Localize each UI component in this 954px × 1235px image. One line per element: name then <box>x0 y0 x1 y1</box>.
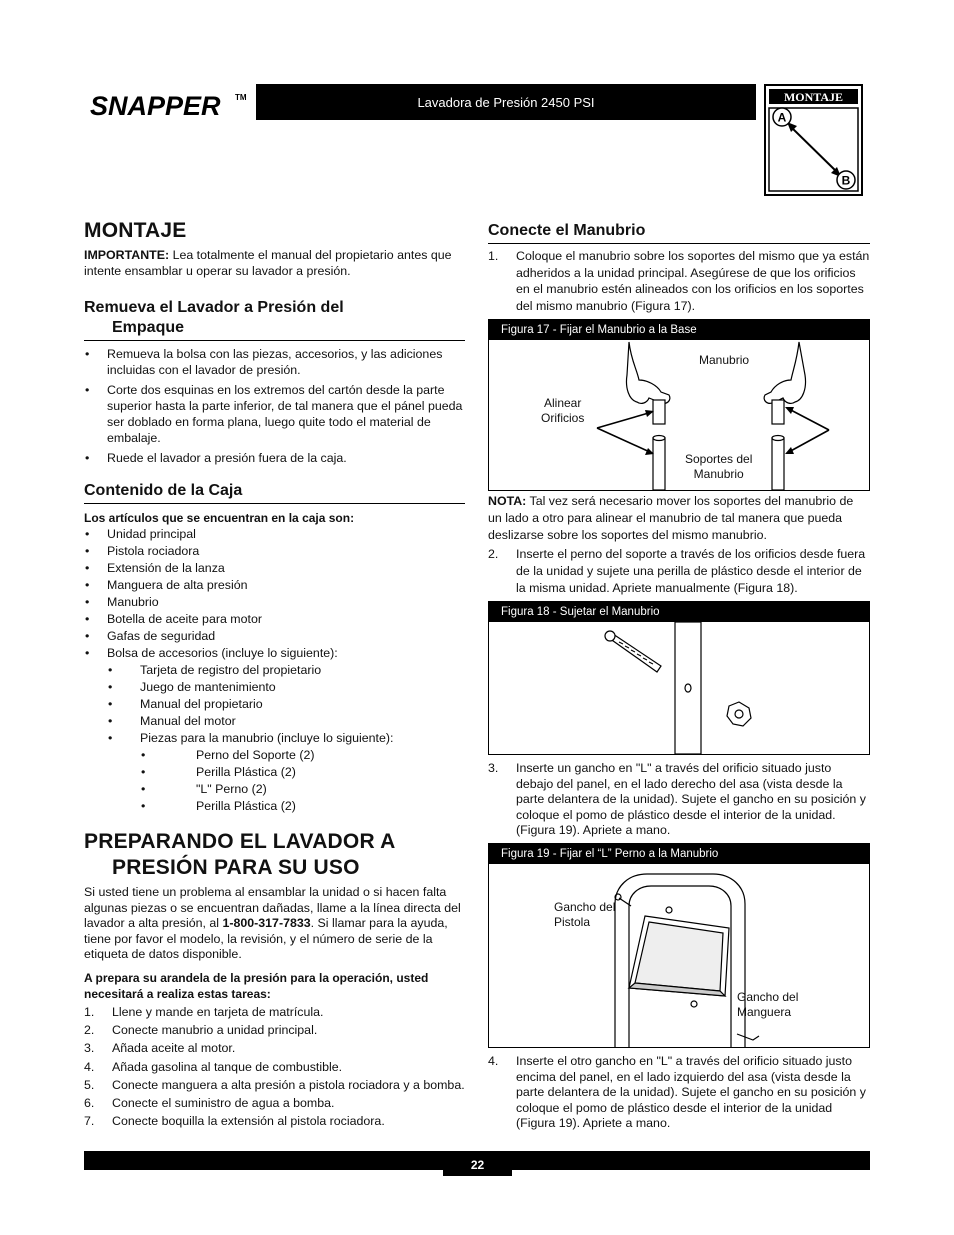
remove-heading-line1: Remueva el Lavador a Presión del <box>84 299 344 316</box>
important-paragraph <box>84 247 465 279</box>
figure-18-illustration <box>489 622 869 754</box>
step-3: 3. Inserte un gancho en "L" a través del orificio situado justo debajo del panel, en el lado derecho del asa (vista desde la parte delantera de la unidad). Sujete el gancho en su posición y coloque el pomo de plástico desde el interior de la unidad. (Figura 19). Apriete a mano. <box>488 761 866 838</box>
list-item: • Ruede el lavador a presión fuera de la caja. <box>84 450 465 466</box>
remove-heading-line2: Empaque <box>112 319 185 336</box>
prep-heading-line1: PREPARANDO EL LAVADOR A <box>84 830 396 853</box>
list-item: • Tarjeta de registro del propietario <box>84 662 465 679</box>
list-item: 2. Conecte manubrio a unidad principal. <box>84 1023 318 1038</box>
logo-text: SNAPPER <box>90 91 221 121</box>
prep-paragraph <box>84 885 465 963</box>
list-item: • Manual del motor <box>84 713 465 730</box>
prep-text-b: . Si llamar para la ayuda, tiene por favor el modelo, la revisión, y el número de serie de la etiqueta de datos disponible. <box>84 916 448 962</box>
badge-point-a: A <box>777 110 787 125</box>
contents-list <box>84 526 465 662</box>
step-4: 4. Inserte el otro gancho en "L" a través del orificio situado justo encima del panel, en el lado izquierdo del asa (vista desde la parte delantera de la unidad). Sujete el gancho en su posición y coloque el pomo de plástico desde el interior de la unidad (Figura 19). Apriete a mano. <box>488 1053 866 1131</box>
snapper-logo <box>88 88 250 122</box>
list-item: 6. Conecte el suministro de agua a bomba. <box>84 1095 335 1110</box>
note-paragraph <box>488 493 870 544</box>
contents-intro: Los artículos que se encuentran en la caja son: <box>84 511 355 525</box>
hardware-items-list <box>84 747 465 815</box>
label-align-holes: Alinear Orificios <box>541 396 585 425</box>
header-title-bar <box>256 84 756 120</box>
badge-title: MONTAJE <box>783 90 844 104</box>
figure-18-caption: Figura 18 - Sujetar el Manubrio <box>489 602 869 622</box>
list-item: • Corte dos esquinas en los extremos del cartón desde la parte superior hasta la parte inferior, de tal manera que el pánel pueda ser doblado en forma plana, luego quite todo el material de embalaje. <box>84 382 465 446</box>
prep-heading <box>84 829 465 881</box>
figure-17 <box>488 319 870 491</box>
list-item: • Manubrio <box>84 594 465 611</box>
figure-18 <box>488 601 870 755</box>
label-gun-hook: Gancho del Pistola <box>554 899 616 929</box>
list-item: • Unidad principal <box>84 526 465 543</box>
label-handle: Manubrio <box>699 353 750 367</box>
montaje-badge <box>764 84 863 196</box>
list-item: • Gafas de seguridad <box>84 628 465 645</box>
list-item: • Bolsa de accesorios (incluye lo siguiente): <box>84 645 465 662</box>
remove-list <box>84 346 465 466</box>
list-item: 7. Conecte boquilla la extensión al pistola rociadora. <box>84 1114 385 1129</box>
right-column <box>488 218 870 1132</box>
label-hose-hook: Gancho del Manguera <box>737 989 799 1019</box>
list-item: • Manguera de alta presión <box>84 577 465 594</box>
remove-heading <box>84 298 465 341</box>
step-1: 1. Coloque el manubrio sobre los soportes del mismo que ya están adheridos a la unidad principal. Asegúrese de que los orificios en el manubrio estén alineados con los orificios en los soportes del mismo manubrio (Figura 17). <box>488 249 870 313</box>
connect-handle-heading: Conecte el Manubrio <box>488 221 870 244</box>
list-item: • Perilla Plástica (2) <box>84 798 465 815</box>
prep-text-a: Si usted tiene un problema al ensamblar la unidad o si hacen falta algunas piezas o se encuentran dañadas, llame a la línea directa del lavador a alta presión, al <box>84 885 461 931</box>
note-label: NOTA: <box>488 494 527 508</box>
list-item: • Botella de aceite para motor <box>84 611 465 628</box>
tasks-intro: A prepara su arandela de la presión para la operación, usted necesitará a realiza estas tareas: <box>84 970 429 1001</box>
list-item: • Pistola rociadora <box>84 543 465 560</box>
trademark-mark: TM <box>235 93 247 102</box>
list-item: • Remueva la bolsa con las piezas, accesorios, y las adiciones incluidas con el lavador de presión. <box>84 346 465 378</box>
list-item: • Perno del Soporte (2) <box>84 747 465 764</box>
important-label: IMPORTANTE: <box>84 248 170 262</box>
step-2: 2. Inserte el perno del soporte a través de los orificios desde fuera de la unidad y sujete una perilla de plástico desde el interior de la misma unidad. Apriete manualmente (Figura 18). <box>488 547 866 595</box>
figure-19 <box>488 843 870 1048</box>
figure-17-caption: Figura 17 - Fijar el Manubrio a la Base <box>489 320 869 340</box>
list-item: • "L" Perno (2) <box>84 781 465 798</box>
list-item: 5. Conecte manguera a alta presión a pistola rociadora y a bomba. <box>84 1077 465 1092</box>
note-text: Tal vez será necesario mover los soportes del manubrio de un lado a otro para alinear el manubrio de tal manera que pueda deslizarse sobre los soportes del mismo manubrio. <box>488 494 854 542</box>
list-item: • Perilla Plástica (2) <box>84 764 465 781</box>
label-handle-supports: Soportes del Manubrio <box>685 452 753 481</box>
section-title-montaje: MONTAJE <box>84 219 187 242</box>
prep-heading-line2: PRESIÓN PARA SU USO <box>112 856 360 879</box>
important-text: Lea totalmente el manual del propietario antes que intente ensamblar u operar su lavador a presión. <box>84 248 452 278</box>
list-item: 3. Añada aceite al motor. <box>84 1041 236 1056</box>
page-number: 22 <box>443 1151 512 1176</box>
tasks-list <box>84 1003 465 1130</box>
list-item: • Extensión de la lanza <box>84 560 465 577</box>
left-column <box>84 218 465 1130</box>
header-title: Lavadora de Presión 2450 PSI <box>417 94 595 110</box>
bag-items-list <box>84 662 465 747</box>
hotline-phone: 1-800-317-7833 <box>222 916 311 931</box>
list-item: 1. Llene y mande en tarjeta de matrícula. <box>84 1004 324 1019</box>
list-item: • Piezas para la manubrio (incluye lo siguiente): <box>84 730 465 747</box>
contents-heading: Contenido de la Caja <box>84 481 465 504</box>
badge-point-b: B <box>841 173 851 188</box>
list-item: • Manual del propietario <box>84 696 465 713</box>
figure-19-caption: Figura 19 - Fijar el “L” Perno a la Manubrio <box>489 844 869 864</box>
list-item: 4. Añada gasolina al tanque de combustible. <box>84 1059 343 1074</box>
figure-19-illustration <box>489 864 869 1047</box>
list-item: • Juego de mantenimiento <box>84 679 465 696</box>
